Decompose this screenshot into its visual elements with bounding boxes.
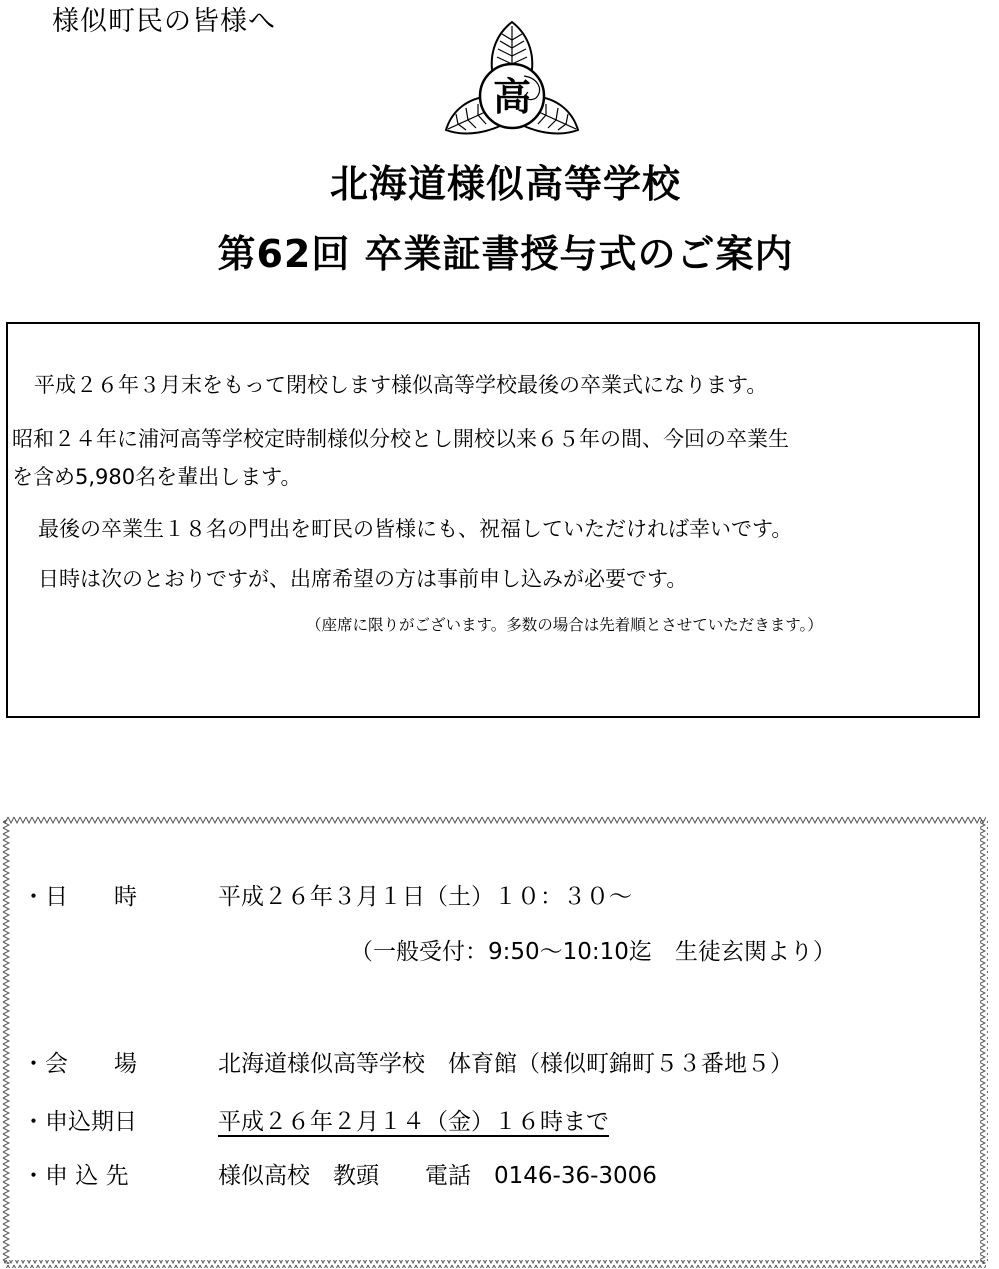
datetime-label: ・日 時 — [22, 884, 137, 910]
school-name-title: 北海道様似高等学校 — [329, 162, 681, 206]
deadline-value: 平成２６年２月１４（金）１６時まで — [218, 1109, 609, 1135]
details-box — [2, 816, 988, 1268]
datetime-reception-note: （一般受付：9:50～10:10迄 生徒玄関より） — [350, 939, 836, 965]
intro-line-celebration: 最後の卒業生１８名の門出を町民の皆様にも、祝福していただければ幸いです。 — [38, 517, 793, 541]
svg-text:高: 高 — [492, 75, 532, 119]
intro-line-closing: 平成２６年３月末をもって閉校します様似高等学校最後の卒業式になります。 — [34, 373, 768, 397]
datetime-value: 平成２６年３月１日（土）１０：３０～ — [218, 884, 632, 910]
salutation: 様似町民の皆様へ — [52, 6, 276, 37]
intro-seating-note: （座席に限りがございます。多数の場合は先着順とさせていただきます。） — [306, 616, 823, 634]
intro-line-graduates: を含め5,980名を輩出します。 — [12, 465, 302, 489]
contact-value: 様似高校 教頭 電話 0146-36-3006 — [218, 1163, 657, 1189]
event-title: 第62回 卒業証書授与式のご案内 — [217, 232, 794, 276]
intro-line-history: 昭和２４年に浦河高等学校定時制様似分校とし開校以来６５年の間、今回の卒業生 — [12, 427, 789, 451]
venue-label: ・会 場 — [22, 1051, 137, 1077]
contact-label: ・申 込 先 — [22, 1163, 129, 1189]
intro-box — [6, 322, 980, 718]
school-emblem-icon — [442, 18, 582, 138]
venue-value: 北海道様似高等学校 体育館（様似町錦町５３番地５） — [218, 1051, 793, 1077]
deadline-label: ・申込期日 — [22, 1109, 137, 1135]
intro-line-registration: 日時は次のとおりですが、出席希望の方は事前申し込みが必要です。 — [38, 567, 688, 591]
